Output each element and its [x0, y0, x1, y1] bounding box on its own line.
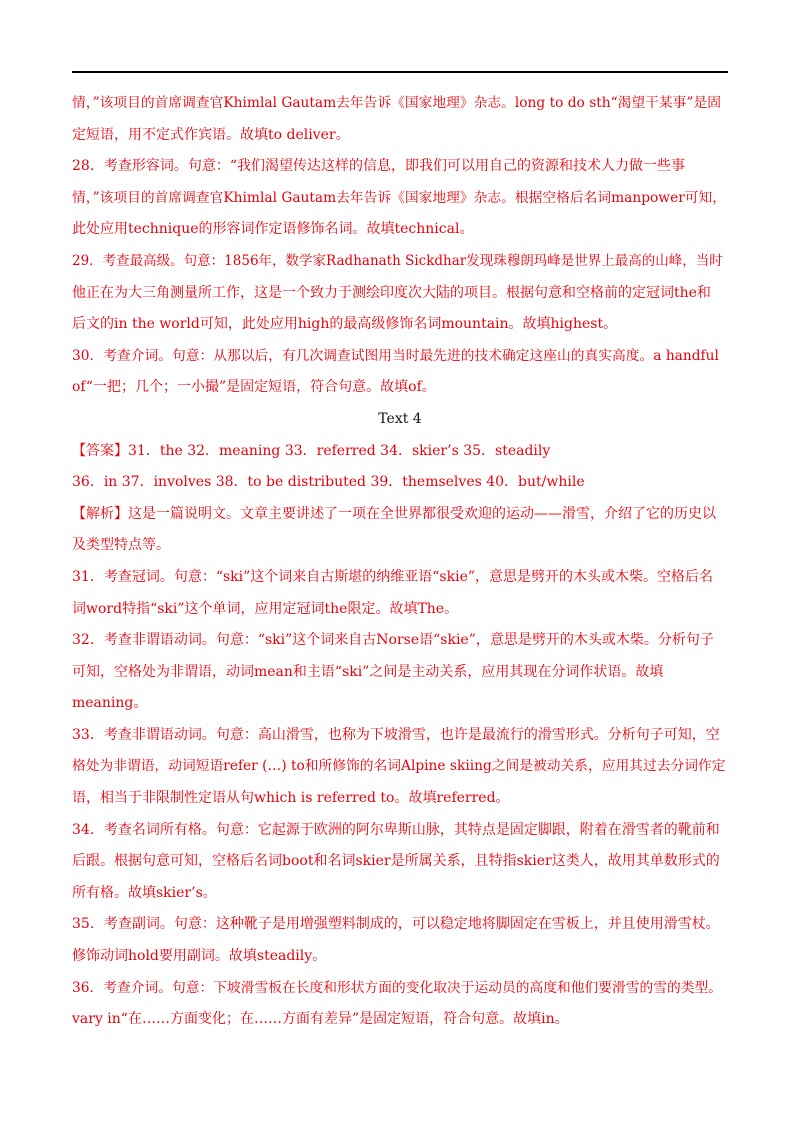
- text-line: 词word特指“ski”这个单词，应用定冠词the限定。故填The。: [72, 600, 459, 617]
- text-line: 【解析】这是一篇说明文。文章主要讲述了一项在全世界都很受欢迎的运动——滑雪，介绍了它的历史以: [72, 505, 716, 522]
- text-line: 30．考查介词。句意：从那以后，有几次调查试图用当时最先进的技术确定这座山的真实高度。a handful: [72, 347, 719, 364]
- text-line: 32．考查非谓语动词。句意：“ski”这个词来自古Norse语“skie”，意思是劈开的木头或木柴。分析句子: [72, 632, 714, 649]
- answer-line: 【答案】31．the 32．meaning 33．referred 34．skier’s 35．steadily: [72, 442, 551, 459]
- text-line: 及类型特点等。: [72, 537, 170, 554]
- document-body: [72, 88, 728, 1036]
- text-line: 语，相当于非限制性定语从句which is referred to。故填referred。: [72, 790, 510, 807]
- text-line: 36．考查介词。句意：下坡滑雪板在长度和形状方面的变化取决于运动员的高度和他们要滑雪的雪的类型。: [72, 979, 722, 996]
- header-rule: [72, 71, 728, 73]
- section-heading: Text 4: [378, 410, 422, 427]
- answer-line: 36．in 37．involves 38．to be distributed 39．themselves 40．but/while: [72, 474, 585, 491]
- text-line: 所有格。故填skier’s。: [72, 884, 217, 901]
- text-line: 33．考查非谓语动词。句意：高山滑雪，也称为下坡滑雪，也许是最流行的滑雪形式。分析句子可知，空: [72, 726, 720, 743]
- text-line: 格处为非谓语，动词短语refer (…) to和所修饰的名词Alpine skiing之间是被动关系，应用其过去分词作定: [72, 758, 726, 775]
- text-line: 29．考查最高级。句意：1856年，数学家Radhanath Sickdhar发现珠穆朗玛峰是世界上最高的山峰，当时: [72, 252, 723, 269]
- text-line: 后文的in the world可知，此处应用high的最高级修饰名词mountain。故填highest。: [72, 316, 618, 333]
- text-line: 35．考查副词。句意：这种靴子是用增强塑料制成的，可以稳定地将脚固定在雪板上，并且使用滑雪杖。: [72, 916, 720, 933]
- text-line: 情，”该项目的首席调查官Khimlal Gautam去年告诉《国家地理》杂志。根据空格后名词manpower可知，: [72, 189, 727, 206]
- text-line: 修饰动词hold要用副词。故填steadily。: [72, 948, 327, 965]
- text-line: 34．考查名词所有格。句意：它起源于欧洲的阿尔卑斯山脉，其特点是固定脚跟，附着在滑雪者的靴前和: [72, 821, 720, 838]
- text-line: 情，”该项目的首席调查官Khimlal Gautam去年告诉《国家地理》杂志。long to do sth“渴望干某事”是固: [72, 95, 721, 111]
- text-line: 此处应用technique的形容词作定语修饰名词。故填technical。: [72, 221, 474, 238]
- text-line: 28．考查形容词。句意：“我们渴望传达这样的信息，即我们可以用自己的资源和技术人力做一些事: [72, 158, 685, 175]
- text-line: 他正在为大三角测量所工作，这是一个致力于测绘印度次大陆的项目。根据句意和空格前的定冠词the和: [72, 284, 711, 301]
- text-line: 定短语，用不定式作宾语。故填to deliver。: [72, 126, 350, 143]
- text-line: vary in“在……方面变化；在……方面有差异”是固定短语，符合句意。故填in。: [72, 1011, 569, 1028]
- text-line: of“一把；几个；一小撮”是固定短语，符合句意。故填of。: [72, 379, 436, 396]
- text-line: 后跟。根据句意可知，空格后名词boot和名词skier是所属关系，且特指skier这类人，故用其单数形式的: [72, 853, 720, 870]
- text-line: meaning。: [72, 695, 148, 712]
- text-line: 31．考查冠词。句意：“ski”这个词来自古斯堪的纳维亚语“skie”，意思是劈开的木头或木柴。空格后名: [72, 568, 714, 585]
- text-line: 可知，空格处为非谓语，动词mean和主语“ski”之间是主动关系，应用其现在分词作状语。故填: [72, 663, 664, 680]
